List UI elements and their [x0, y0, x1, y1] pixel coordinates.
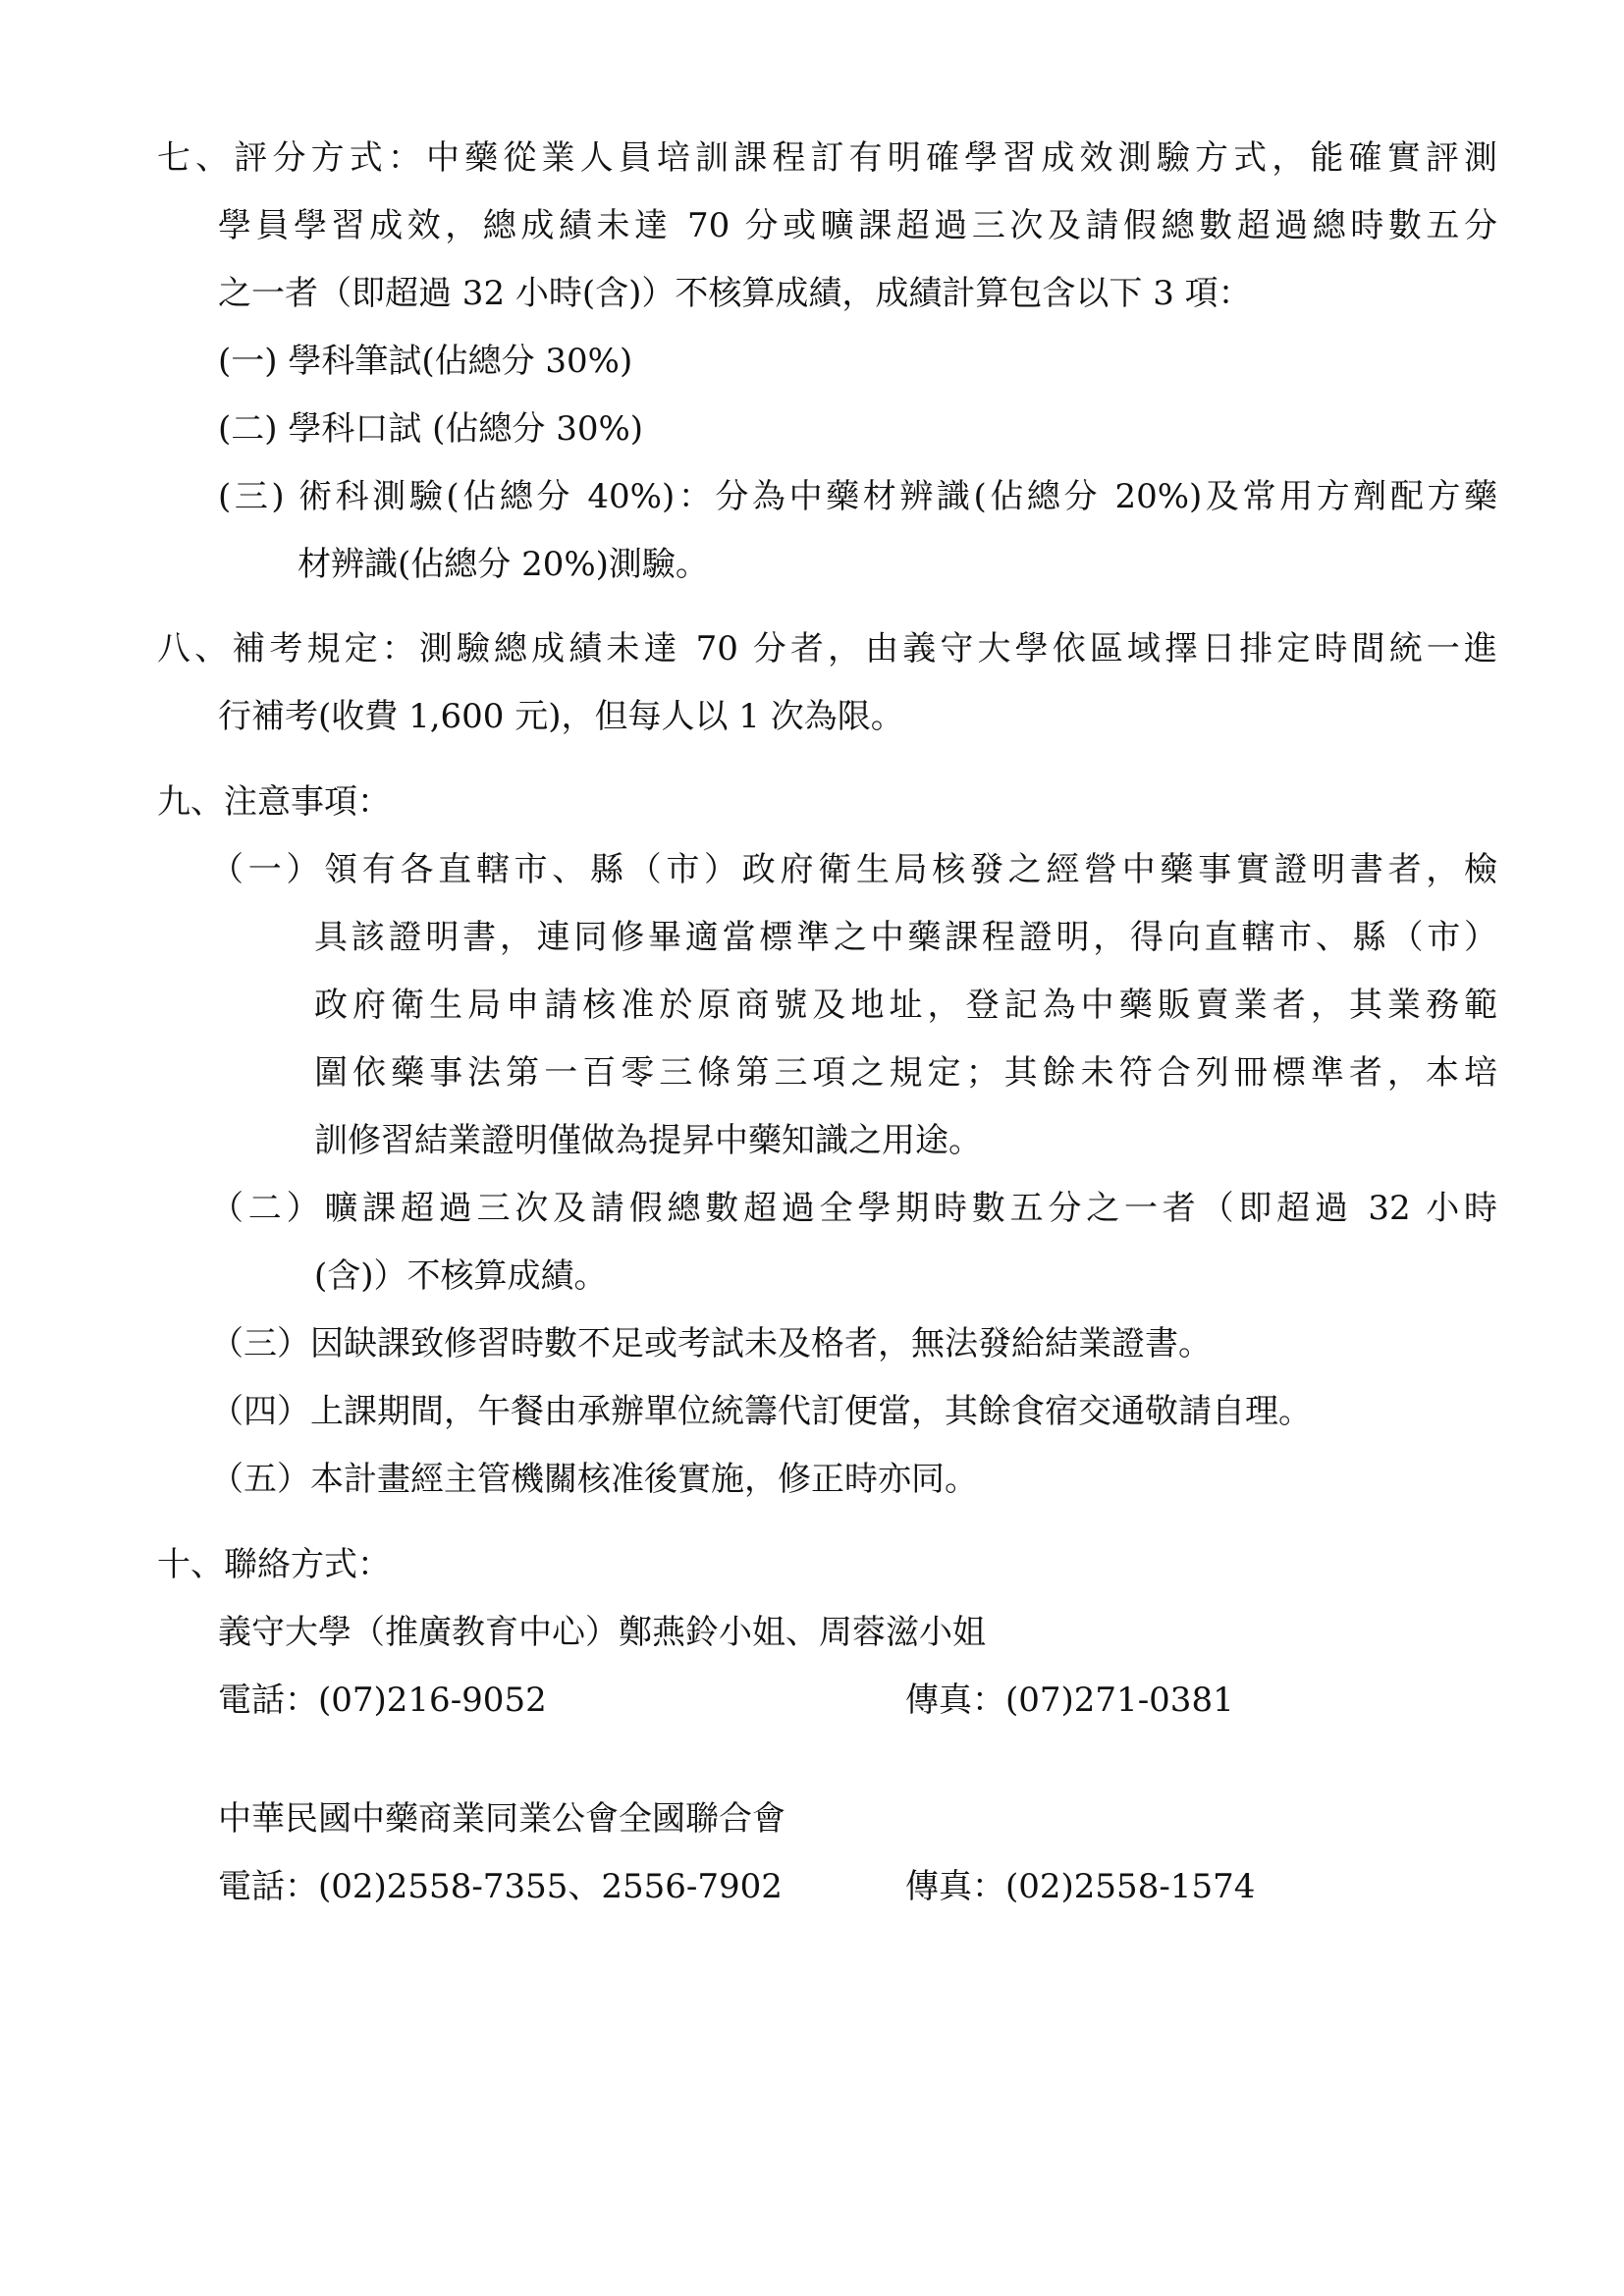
section7-line2: 學員學習成效，總成績未達 70 分或曠課超過三次及請假總數超過總時數五分 — [218, 206, 1497, 245]
section9-item1-line4: 圍依藥事法第一百零三條第三項之規定；其餘未符合列冊標準者，本培 — [314, 1053, 1497, 1093]
section9-item2-line2: (含)）不核算成績。 — [314, 1256, 608, 1296]
section7-item3-line2: 材辨識(佔總分 20%)測驗。 — [298, 545, 709, 584]
contact1-phone: 電話：(07)216-9052 — [218, 1681, 547, 1720]
section9-item4: （四）上課期間，午餐由承辦單位統籌代訂便當，其餘食宿交通敬請自理。 — [210, 1392, 1312, 1431]
section7-item1: (一) 學科筆試(佔總分 30%) — [218, 342, 633, 381]
contact1-name: 義守大學（推廣教育中心）鄭燕鈴小姐、周蓉滋小姐 — [218, 1613, 986, 1652]
section9-item1-line1: （一）領有各直轄市、縣（市）政府衛生局核發之經營中藥事實證明書者，檢 — [210, 850, 1497, 889]
section9-item1-line5: 訓修習結業證明僅做為提昇中藥知識之用途。 — [314, 1121, 982, 1160]
section9-heading: 九、注意事項： — [157, 782, 391, 822]
section9-item1-line3: 政府衛生局申請核准於原商號及地址，登記為中藥販賣業者，其業務範 — [314, 986, 1497, 1025]
contact2-phone: 電話：(02)2558-7355、2556-7902 — [218, 1867, 783, 1906]
section10-heading: 十、聯絡方式： — [157, 1545, 391, 1584]
section9-item2-line1: （二）曠課超過三次及請假總數超過全學期時數五分之一者（即超過 32 小時 — [210, 1189, 1497, 1228]
section8-line1: 八、補考規定：測驗總成績未達 70 分者，由義守大學依區域擇日排定時間統一進 — [157, 629, 1497, 668]
section7-line3: 之一者（即超過 32 小時(含)）不核算成績，成績計算包含以下 3 項： — [218, 274, 1252, 313]
section9-item1-line2: 具該證明書，連同修畢適當標準之中藥課程證明，得向直轄市、縣（市） — [314, 918, 1497, 957]
section7-item3-line1: (三) 術科測驗(佔總分 40%)：分為中藥材辨識(佔總分 20%)及常用方劑配方藥 — [218, 477, 1497, 516]
section7-line1: 七、評分方式：中藥從業人員培訓課程訂有明確學習成效測驗方式，能確實評測 — [157, 138, 1497, 178]
section8-line2: 行補考(收費 1,600 元)，但每人以 1 次為限。 — [218, 697, 904, 736]
contact2-fax: 傳真：(02)2558-1574 — [905, 1867, 1256, 1906]
section7-item2: (二) 學科口試 (佔總分 30%) — [218, 409, 644, 449]
contact2-name: 中華民國中藥商業同業公會全國聯合會 — [218, 1799, 785, 1839]
section9-item3: （三）因缺課致修習時數不足或考試未及格者，無法發給結業證書。 — [210, 1324, 1212, 1363]
contact1-fax: 傳真：(07)271-0381 — [905, 1681, 1234, 1720]
section9-item5: （五）本計畫經主管機關核准後實施，修正時亦同。 — [210, 1460, 978, 1499]
